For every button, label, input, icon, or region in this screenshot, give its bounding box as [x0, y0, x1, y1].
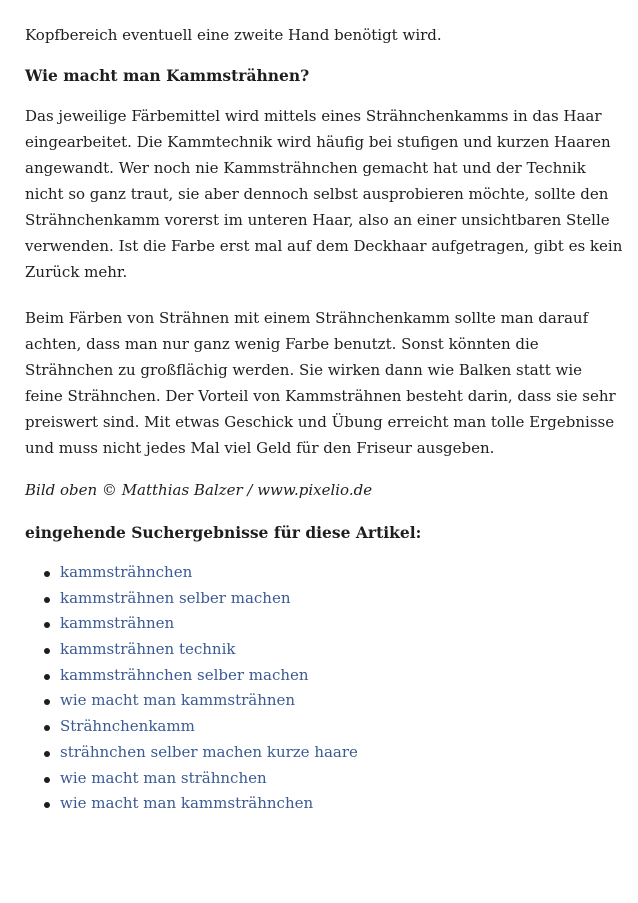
bullet-icon: [44, 622, 50, 628]
search-term-link[interactable]: kammsträhnchen: [60, 563, 193, 581]
list-item: [25, 766, 358, 792]
search-term-link[interactable]: strähnchen selber machen kurze haare: [60, 742, 358, 761]
paragraph-line: eingearbeitet. Die Kammtechnik wird häufig bei stufigen und kurzen Haaren: [25, 133, 611, 151]
image-credit: Bild oben © Matthias Balzer / www.pixelio.de: [25, 481, 373, 499]
paragraph-line: und muss nicht jedes Mal viel Geld für den Friseur ausgeben.: [25, 439, 495, 457]
paragraph-technique: [25, 103, 623, 285]
paragraph-line: feine Strähnchen. Der Vorteil von Kammsträhnen besteht darin, dass sie sehr: [25, 387, 616, 405]
search-term-link[interactable]: kammsträhnchen selber machen: [60, 665, 309, 684]
search-terms-list: [25, 560, 358, 817]
search-term-link[interactable]: wie macht man kammsträhnchen: [60, 794, 314, 813]
paragraph-line: Strähnchen zu großflächig werden. Sie wirken dann wie Balken statt wie: [25, 361, 582, 379]
list-item: [25, 791, 358, 817]
bullet-icon: [44, 802, 50, 808]
search-term-link[interactable]: kammsträhnen technik: [60, 640, 236, 659]
bullet-icon: [44, 648, 50, 654]
paragraph-tips: [25, 305, 616, 461]
list-item: [25, 688, 358, 714]
bullet-icon: [44, 571, 50, 577]
search-term-link[interactable]: kammsträhnen selber machen: [60, 588, 291, 607]
paragraph-line: angewandt. Wer noch nie Kammsträhnchen gemacht hat und der Technik: [25, 159, 586, 177]
paragraph-line: Das jeweilige Färbemittel wird mittels eines Strähnchenkamms in das Haar: [25, 107, 602, 125]
paragraph-line: preiswert sind. Mit etwas Geschick und Übung erreicht man tolle Ergebnisse: [25, 413, 615, 431]
list-item: [25, 740, 358, 766]
list-item: [25, 560, 358, 586]
list-item: [25, 663, 358, 689]
search-term-link[interactable]: wie macht man strähnchen: [60, 768, 267, 787]
bullet-icon: [44, 751, 50, 757]
list-item: [25, 586, 358, 612]
paragraph-line: nicht so ganz traut, sie aber dennoch selbst ausprobieren möchte, sollte den: [25, 185, 609, 203]
paragraph-line: Strähnchenkamm vorerst im unteren Haar, also an einer unsichtbaren Stelle: [25, 211, 610, 229]
section-heading-kammstraehnen: Wie macht man Kammsträhnen?: [25, 66, 310, 85]
paragraph-line: verwenden. Ist die Farbe erst mal auf dem Deckhaar aufgetragen, gibt es kein: [25, 237, 623, 255]
search-term-link[interactable]: wie macht man kammsträhnen: [60, 691, 296, 710]
bullet-icon: [44, 699, 50, 705]
paragraph-line: Beim Färben von Strähnen mit einem Strähnchenkamm sollte man darauf: [25, 309, 589, 327]
paragraph-line: achten, dass man nur ganz wenig Farbe benutzt. Sonst könnten die: [25, 335, 539, 353]
list-item: [25, 714, 358, 740]
search-term-link[interactable]: kammsträhnen: [60, 614, 175, 633]
bullet-icon: [44, 597, 50, 603]
list-item: [25, 611, 358, 637]
intro-line: Kopfbereich eventuell eine zweite Hand benötigt wird.: [25, 26, 442, 44]
search-term-link[interactable]: Strähnchenkamm: [60, 717, 195, 736]
bullet-icon: [44, 777, 50, 783]
paragraph-line: Zurück mehr.: [25, 263, 128, 281]
bullet-icon: [44, 725, 50, 731]
bullet-icon: [44, 674, 50, 680]
list-item: [25, 637, 358, 663]
search-results-heading: eingehende Suchergebnisse für diese Artikel:: [25, 523, 422, 542]
